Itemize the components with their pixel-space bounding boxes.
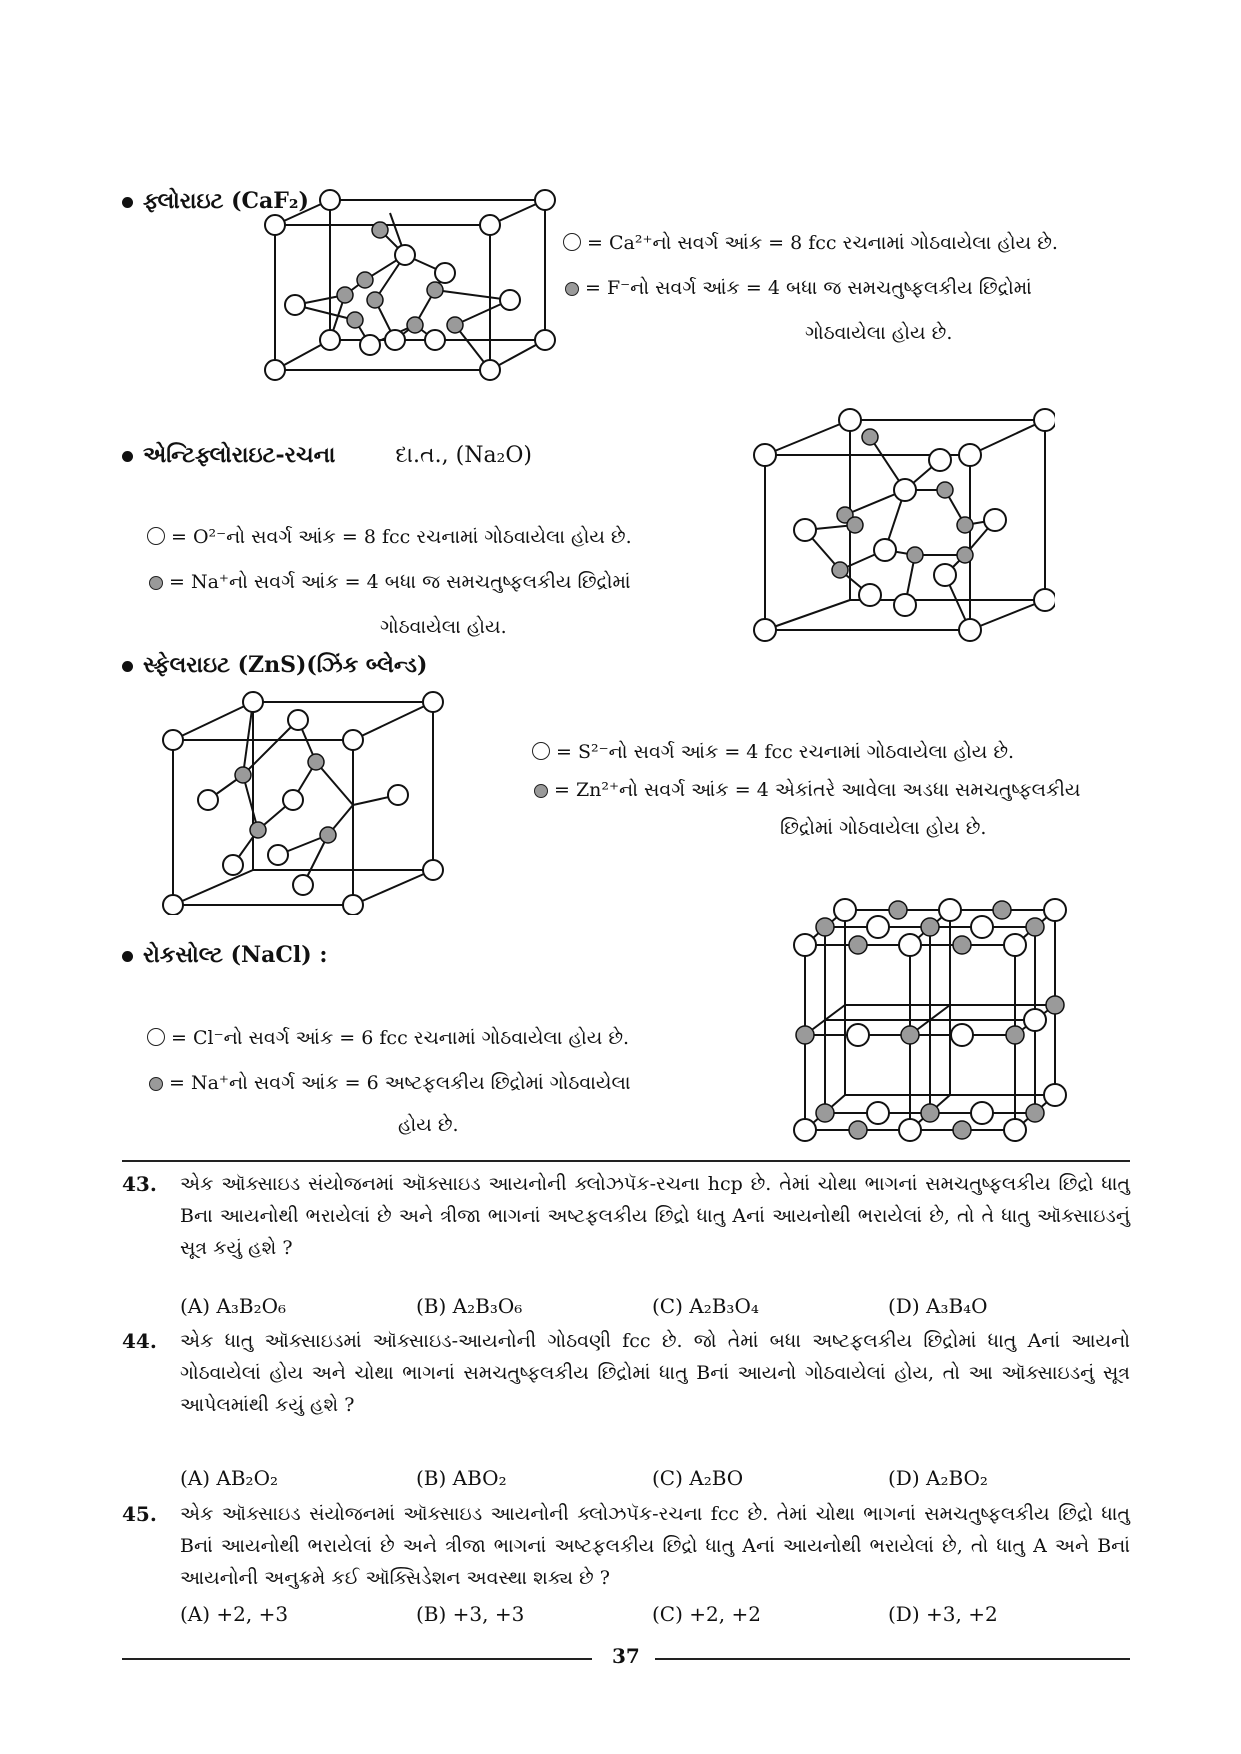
question-number: 45. — [122, 1502, 157, 1526]
filled-circle-icon — [534, 784, 548, 798]
fluorite-line-1: = Ca²⁺નો સવર્ગ આંક = 8 fcc રચનામાં ગોઠવાયેલા હોય છે. — [563, 228, 1058, 258]
sphalerite-line-3: છિદ્રોમાં ગોઠવાયેલા હોય છે. — [780, 817, 987, 839]
open-circle-icon — [147, 1028, 165, 1046]
antifluorite-structure-diagram — [745, 405, 1055, 645]
option-d[interactable]: (D) +3, +2 — [888, 1602, 998, 1626]
sphalerite-structure-diagram — [158, 690, 458, 915]
option-b[interactable]: (B) ABO₂ — [416, 1466, 507, 1490]
rocksalt-line-1: = Cl⁻નો સવર્ગ આંક = 6 fcc રચનામાં ગોઠવાયેલા હોય છે. — [147, 1023, 629, 1053]
footer-rule-right — [655, 1658, 1130, 1660]
section-title-sphalerite: સ્ફેલરાઇટ (ZnS)(ઝિંક બ્લેન્ડ) — [122, 652, 427, 678]
fluorite-line-3: ગોઠવાયેલા હોય છે. — [805, 322, 953, 344]
question-text: એક ઑક્સાઇડ સંયોજનમાં ઑક્સાઇડ આયનોની ક્લોઝપૅક-રચના fcc છે. તેમાં ચોથા ભાગનાં સમચતુષ્ફલકીય છિદ્રો ધાતુ Bનાં આયનોથી ભરાયેલાં છે અને ત્રીજા ભાગનાં અષ્ટફલકીય છિદ્રો ધાતુ Aનાં આયનોથી ભરાયેલાં છે, તો ધાતુ A અને Bનાં આયનોની અનુક્રમે કઈ ઑક્સિડેશન અવસ્થા શક્ય છે ? — [180, 1503, 1130, 1589]
rocksalt-structure-diagram — [790, 895, 1080, 1145]
question-text: એક ઑક્સાઇડ સંયોજનમાં ઑક્સાઇડ આયનોની ક્લોઝપૅક-રચના hcp છે. તેમાં ચોથા ભાગનાં સમચતુષ્ફલકીય છિદ્રો ધાતુ Bના આયનોથી ભરાયેલાં છે અને ત્રીજા ભાગનાં અષ્ટફલકીય છિદ્રો ધાતુ Aનાં આયનોથી ભરાયેલાં છે, તો તે ધાતુ ઑક્સાઇડનું સૂત્ર કયું હશે ? — [180, 1173, 1130, 1259]
fluorite-line-2: = F⁻નો સવર્ગ આંક = 4 બધા જ સમચતુષ્ફલકીય છિદ્રોમાં — [565, 273, 1032, 303]
option-c[interactable]: (C) +2, +2 — [652, 1602, 761, 1626]
footer-rule-left — [122, 1658, 592, 1660]
filled-circle-icon — [565, 282, 579, 296]
section-title-fluorite: ફ્લોરાઇટ (CaF₂) — [122, 188, 309, 214]
antifluorite-example: દા.ત., (Na₂O) — [395, 443, 532, 468]
option-b[interactable]: (B) A₂B₃O₆ — [416, 1294, 523, 1318]
option-b[interactable]: (B) +3, +3 — [416, 1602, 525, 1626]
antifluorite-line-2: = Na⁺નો સવર્ગ આંક = 4 બધા જ સમચતુષ્ફલકીય છિદ્રોમાં — [149, 567, 631, 597]
option-a[interactable]: (A) +2, +3 — [180, 1602, 289, 1626]
bullet-icon — [122, 451, 133, 462]
option-d[interactable]: (D) A₂BO₂ — [888, 1466, 988, 1490]
bullet-icon — [122, 661, 133, 672]
section-title-rocksalt: રોકસોલ્ટ (NaCl) : — [122, 942, 327, 968]
question-text: એક ધાતુ ઑક્સાઇડમાં ઑક્સાઇડ-આયનોની ગોઠવણી fcc છે. જો તેમાં બધા અષ્ટફલકીય છિદ્રોમાં ધાતુ Aનાં આયનો ગોઠવાયેલાં હોય અને ચોથા ભાગનાં સમચતુષ્ફલકીય છિદ્રોમાં ધાતુ Bનાં આયનો ગોઠવાયેલાં હોય, તો આ ઑક્સાઇડનું સૂત્ર આપેલમાંથી કયું હશે ? — [180, 1330, 1130, 1416]
open-circle-icon — [563, 233, 581, 251]
option-a[interactable]: (A) A₃B₂O₆ — [180, 1294, 286, 1318]
open-circle-icon — [147, 527, 165, 545]
sphalerite-line-1: = S²⁻નો સવર્ગ આંક = 4 fcc રચનામાં ગોઠવાયેલા હોય છે. — [532, 737, 1014, 767]
question-number: 44. — [122, 1329, 157, 1353]
section-title-antifluorite: એન્ટિફ્લોરાઇટ-રચના દા.ત., (Na₂O) — [122, 442, 532, 468]
antifluorite-line-3: ગોઠવાયેલા હોય. — [380, 616, 507, 638]
open-circle-icon — [532, 742, 550, 760]
filled-circle-icon — [149, 1077, 163, 1091]
option-d[interactable]: (D) A₃B₄O — [888, 1294, 988, 1318]
antifluorite-line-1: = O²⁻નો સવર્ગ આંક = 8 fcc રચનામાં ગોઠવાયેલા હોય છે. — [147, 522, 632, 552]
bullet-icon — [122, 197, 133, 208]
question-number: 43. — [122, 1172, 157, 1196]
option-a[interactable]: (A) AB₂O₂ — [180, 1466, 278, 1490]
rocksalt-line-2: = Na⁺નો સવર્ગ આંક = 6 અષ્ટફલકીય છિદ્રોમાં ગોઠવાયેલા — [149, 1068, 631, 1098]
rocksalt-line-3: હોય છે. — [398, 1114, 459, 1136]
filled-circle-icon — [149, 576, 163, 590]
bullet-icon — [122, 951, 133, 962]
sphalerite-line-2: = Zn²⁺નો સવર્ગ આંક = 4 એકાંતરે આવેલા અડધા સમચતુષ્ફલકીય — [534, 775, 1080, 805]
option-c[interactable]: (C) A₂BO — [652, 1466, 744, 1490]
fluorite-structure-diagram — [255, 185, 565, 420]
section-divider — [122, 1160, 1130, 1162]
page-number: 37 — [612, 1644, 640, 1668]
option-c[interactable]: (C) A₂B₃O₄ — [652, 1294, 759, 1318]
